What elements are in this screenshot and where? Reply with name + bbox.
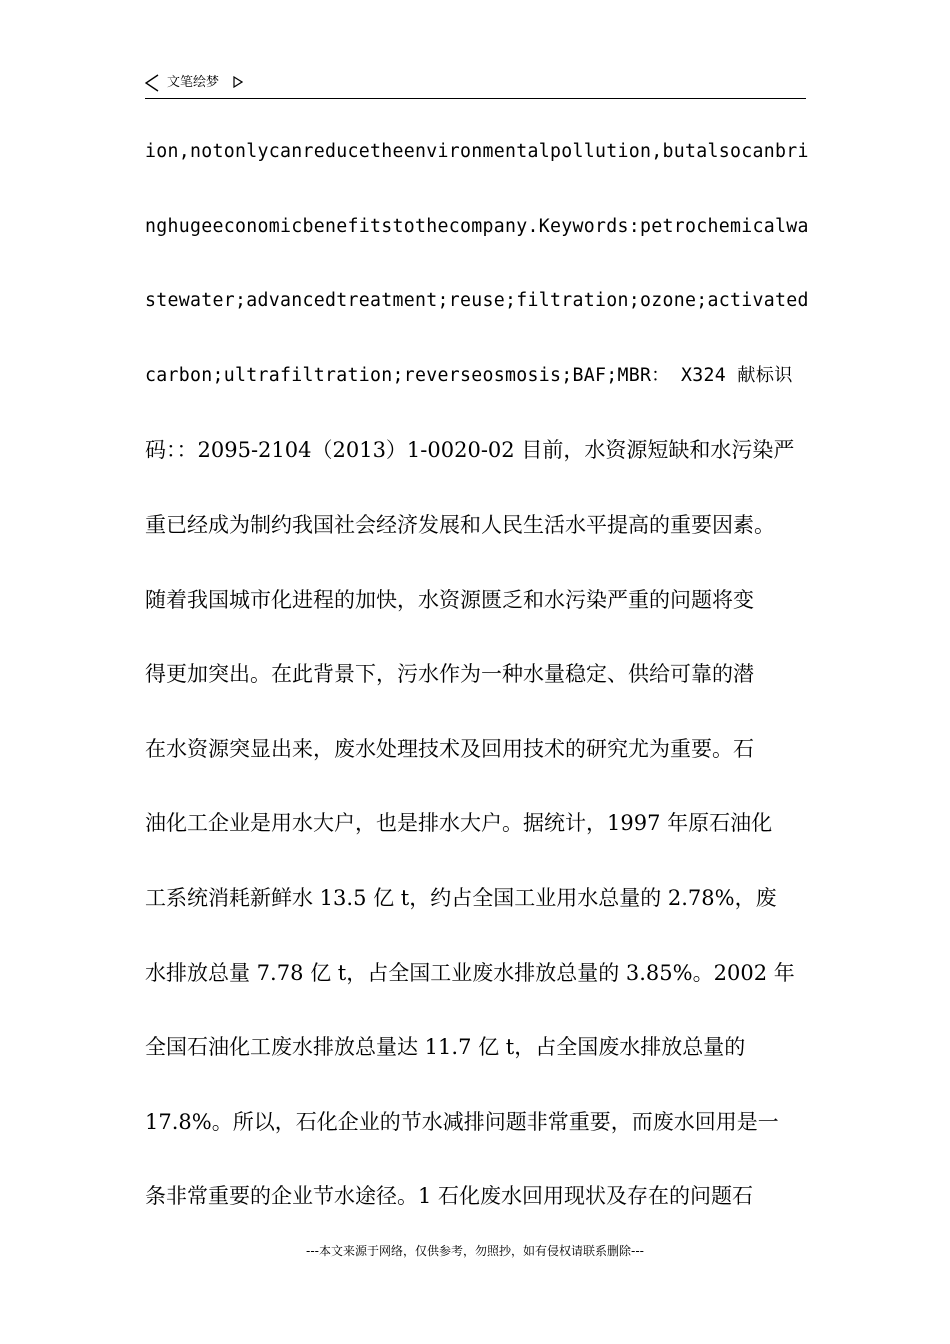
text-line: 码：：2095-2104（2013）1-0020-02 目前，水资源短缺和水污染严	[145, 438, 795, 463]
page-header	[145, 72, 806, 99]
page-footer: ---本文来源于网络，仅供参考，勿照抄，如有侵权请联系删除---	[306, 1244, 644, 1258]
text-line: 全国石油化工废水排放总量达 11.7 亿 t，占全国废水排放总量的	[145, 1035, 746, 1060]
left-triangle-icon	[145, 74, 159, 92]
document-body	[145, 134, 810, 1253]
text-line: 随着我国城市化进程的加快，水资源匮乏和水污染严重的问题将变	[145, 587, 754, 612]
text-line: 工系统消耗新鲜水 13.5 亿 t，约占全国工业用水总量的 2.78%，废	[145, 885, 777, 910]
text-line: nghugeeconomicbenefitstothecompany.Keywords:petrochemicalwa	[145, 215, 809, 237]
text-line: carbon;ultrafiltration;reverseosmosis;BAF;MBR： X324 献标识	[145, 364, 793, 386]
header-title: 文笔绘梦	[167, 75, 220, 90]
text-line: 水排放总量 7.78 亿 t，占全国工业废水排放总量的 3.85%。2002 年	[145, 960, 795, 985]
right-triangle-icon	[233, 76, 243, 88]
text-line: 重已经成为制约我国社会经济发展和人民生活水平提高的重要因素。	[145, 512, 775, 537]
text-line: ion,notonlycanreducetheenvironmentalpollution,butalsocanbri	[145, 141, 809, 162]
text-line: 在水资源突显出来，废水处理技术及回用技术的研究尤为重要。石	[145, 736, 754, 761]
text-line: 油化工企业是用水大户，也是排水大户。据统计，1997 年原石油化	[145, 811, 773, 836]
text-line: 得更加突出。在此背景下，污水作为一种水量稳定、供给可靠的潜	[145, 662, 754, 687]
text-line: 17.8%。所以，石化企业的节水减排问题非常重要，而废水回用是一	[145, 1109, 779, 1134]
text-line: 条非常重要的企业节水途径。1 石化废水回用现状及存在的问题石	[145, 1184, 754, 1209]
text-line: stewater;advancedtreatment;reuse;filtration;ozone;activated	[145, 290, 809, 312]
